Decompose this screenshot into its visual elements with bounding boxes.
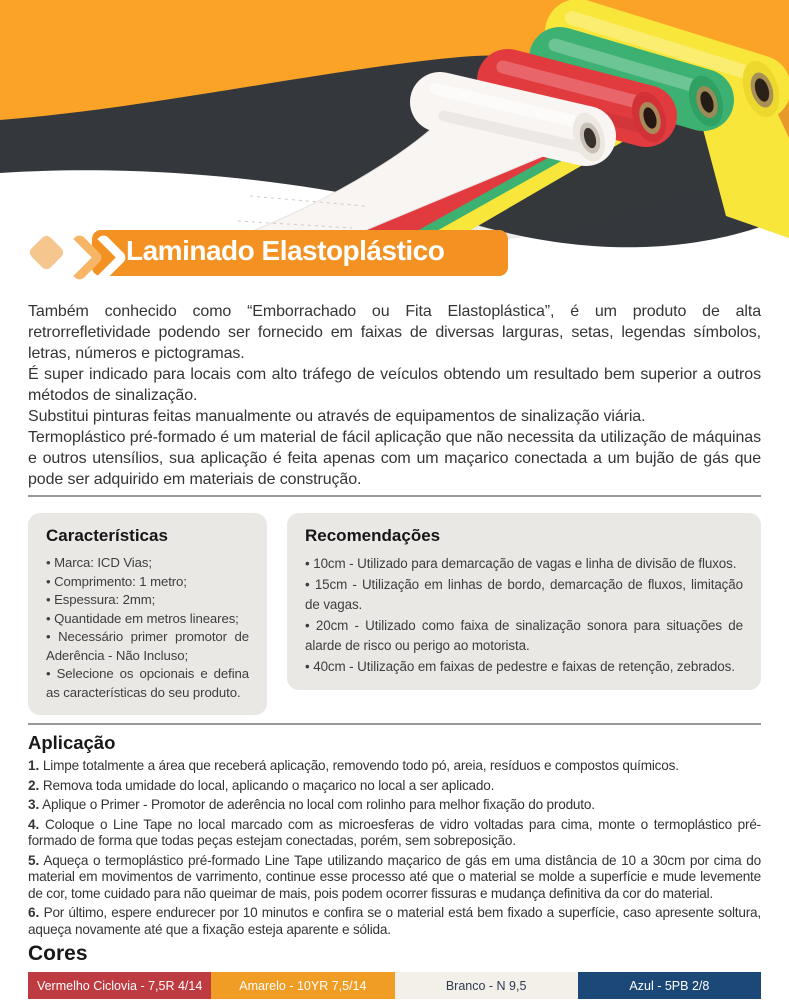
cores-title: Cores [28, 942, 88, 965]
characteristic-item: • Comprimento: 1 metro; [46, 573, 249, 592]
recomendacoes-box [287, 513, 761, 690]
header [0, 0, 789, 290]
divider-bottom [28, 723, 761, 725]
intro-paragraph-4: Termoplástico pré-formado é um material de fácil aplicação que não necessita da utilização de máquinas e outros utensílios, sua aplicação é feita apenas com um maçarico conectada a um bujão de gás que pode ser adquirido em materiais de construção. [28, 429, 761, 488]
info-boxes [28, 513, 761, 715]
intro-text [28, 301, 761, 490]
color-swatch-azul: Azul - 5PB 2/8 [578, 972, 761, 999]
characteristic-item: • Marca: ICD Vias; [46, 554, 249, 573]
intro-paragraph-3: Substitui pinturas feitas manualmente ou através de equipamentos de sinalização viária. [28, 408, 646, 425]
recommendation-item: • 15cm - Utilização em linhas de bordo, demarcação de fluxos, limitação de vagas. [305, 575, 743, 616]
page-title: Laminado Elastoplástico [126, 235, 445, 266]
characteristic-item: • Espessura: 2mm; [46, 591, 249, 610]
characteristic-item: • Selecione os opcionais e defina as características do seu produto. [46, 665, 249, 702]
color-swatch-bar [28, 972, 761, 999]
content [0, 301, 789, 999]
application-step-1: 1. Limpe totalmente a área que receberá aplicação, removendo todo pó, areia, resíduos e compostos químicos. [28, 758, 679, 773]
recommendation-item: • 40cm - Utilização em faixas de pedestre e faixas de retenção, zebrados. [305, 657, 743, 678]
caracteristicas-title: Características [46, 526, 168, 545]
characteristic-item: • Necessário primer promotor de Aderência - Não Incluso; [46, 628, 249, 665]
application-step-5: 5. Aqueça o termoplástico pré-formado Line Tape utilizando maçarico de gás em uma distância de 10 a 30cm por cima do material em movimentos de varrimento, continue esse processo até que o material se molde a superfície e mude levemente de cor, tome cuidado para não queimar de mais, pois podem ocorrer fissuras e mudança definitiva da cor do material. [28, 852, 761, 901]
application-step-4: 4. Coloque o Line Tape no local marcado com as microesferas de vidro voltadas para cima, monte o termoplástico pré-formado de forma que todas peças estejam conectadas, porém, sem sobreposição. [28, 816, 762, 848]
recommendation-item: • 20cm - Utilizado como faixa de sinalização sonora para situações de alarde de risco ou perigo ao motorista. [305, 616, 743, 657]
title-banner [92, 230, 508, 276]
color-swatch-vermelho: Vermelho Ciclovia - 7,5R 4/14 [28, 972, 211, 999]
application-step-6: 6. Por último, espere endurecer por 10 minutos e confira se o material está bem fixado a superfície, caso apresente soltura, aqueça novamente até que a fixação esteja aparente e sólida. [28, 905, 761, 937]
application-steps [28, 758, 761, 938]
intro-paragraph-1: Também conhecido como “Emborrachado ou Fita Elastoplástica”, é um produto de alta retrorrefletividade podendo ser fornecido em faixas de diversas larguras, setas, legendas símbolos, letras, números e pictogramas. [28, 303, 761, 362]
divider-top [28, 495, 761, 497]
color-swatch-branco: Branco - N 9,5 [395, 972, 578, 999]
color-swatch-amarelo: Amarelo - 10YR 7,5/14 [211, 972, 394, 999]
caracteristicas-box [28, 513, 267, 715]
intro-paragraph-2: É super indicado para locais com alto tráfego de veículos obtendo um resultado bem superior a outros métodos de sinalização. [28, 366, 761, 404]
recomendacoes-title: Recomendações [305, 526, 441, 545]
aplicacao-title: Aplicação [28, 732, 116, 753]
application-step-2: 2. Remova toda umidade do local, aplicando o maçarico no local a ser aplicado. [28, 777, 495, 793]
recommendation-item: • 10cm - Utilizado para demarcação de vagas e linha de divisão de fluxos. [305, 554, 743, 575]
characteristic-item: • Quantidade em metros lineares; [46, 610, 249, 629]
application-step-3: 3. Aplique o Primer - Promotor de aderência no local com rolinho para melhor fixação do produto. [28, 797, 595, 812]
